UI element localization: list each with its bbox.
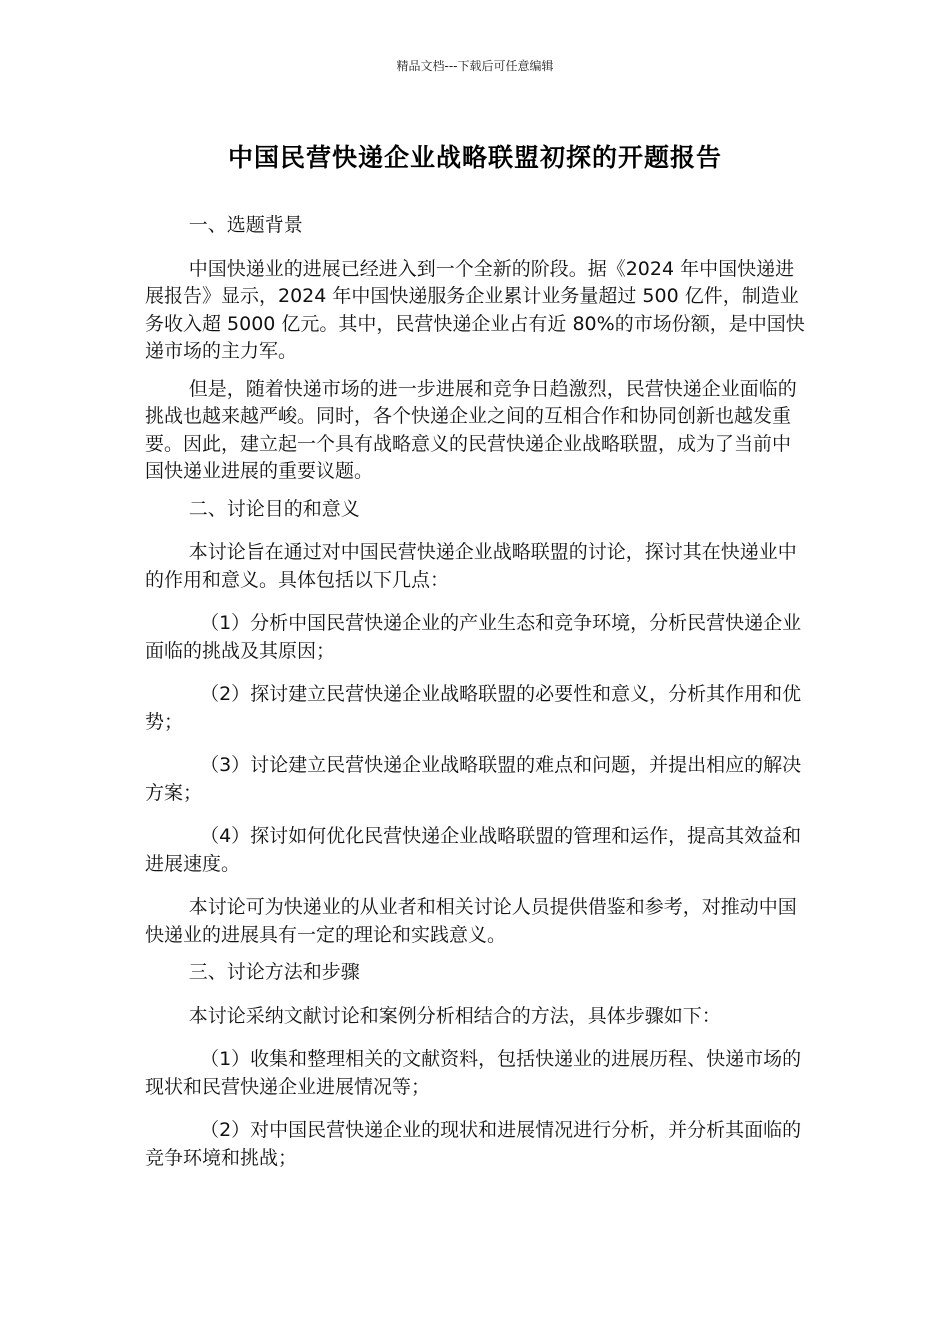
document-body [145,212,807,1172]
paragraph-background-1: 中国快递业的进展已经进入到一个全新的阶段。据《2024 年中国快递进展报告》显示，2024 年中国快递服务企业累计业务量超过 500 亿件，制造业务收入超 5000 亿元。其中，民营快递企业占有近 80%的市场份额，是中国快递市场的主力军。 [145,257,805,362]
list-item: （4）探讨如何优化民营快递企业战略联盟的管理和运作，提高其效益和进展速度。 [145,825,802,875]
page-title: 中国民营快递企业战略联盟初探的开题报告 [227,143,722,172]
list-item: （2）探讨建立民营快递企业战略联盟的必要性和意义，分析其作用和优势； [145,683,802,733]
list-item: （2）对中国民营快递企业的现状和进展情况进行分析，并分析其面临的竞争环境和挑战； [145,1119,802,1169]
header-note: 精品文档---下载后可任意编辑 [396,59,554,73]
list-item: （1）收集和整理相关的文献资料，包括快递业的进展历程、快递市场的现状和民营快递企业进展情况等； [145,1048,802,1098]
paragraph-methods-intro: 本讨论采纳文献讨论和案例分析相结合的方法，具体步骤如下： [188,1004,721,1027]
list-item: （3）讨论建立民营快递企业战略联盟的难点和问题，并提出相应的解决方案； [145,754,802,804]
section-heading-background: 一、选题背景 [188,214,303,236]
section-heading-purpose: 二、讨论目的和意义 [188,497,360,520]
section-heading-methods: 三、讨论方法和步骤 [188,961,360,983]
paragraph-background-2: 但是，随着快递市场的进一步进展和竞争日趋激烈，民营快递企业面临的挑战也越来越严峻。同时，各个快递企业之间的互相合作和协同创新也越发重要。因此，建立起一个具有战略意义的民营快递企业战略联盟，成为了当前中国快递业进展的重要议题。 [145,377,797,482]
paragraph-purpose-closing: 本讨论可为快递业的从业者和相关讨论人员提供借鉴和参考，对推动中国快递业的进展具有一定的理论和实践意义。 [145,896,797,946]
list-item: （1）分析中国民营快递企业的产业生态和竞争环境，分析民营快递企业面临的挑战及其原因； [145,612,802,662]
paragraph-purpose-intro: 本讨论旨在通过对中国民营快递企业战略联盟的讨论，探讨其在快递业中的作用和意义。具体包括以下几点： [145,541,797,591]
